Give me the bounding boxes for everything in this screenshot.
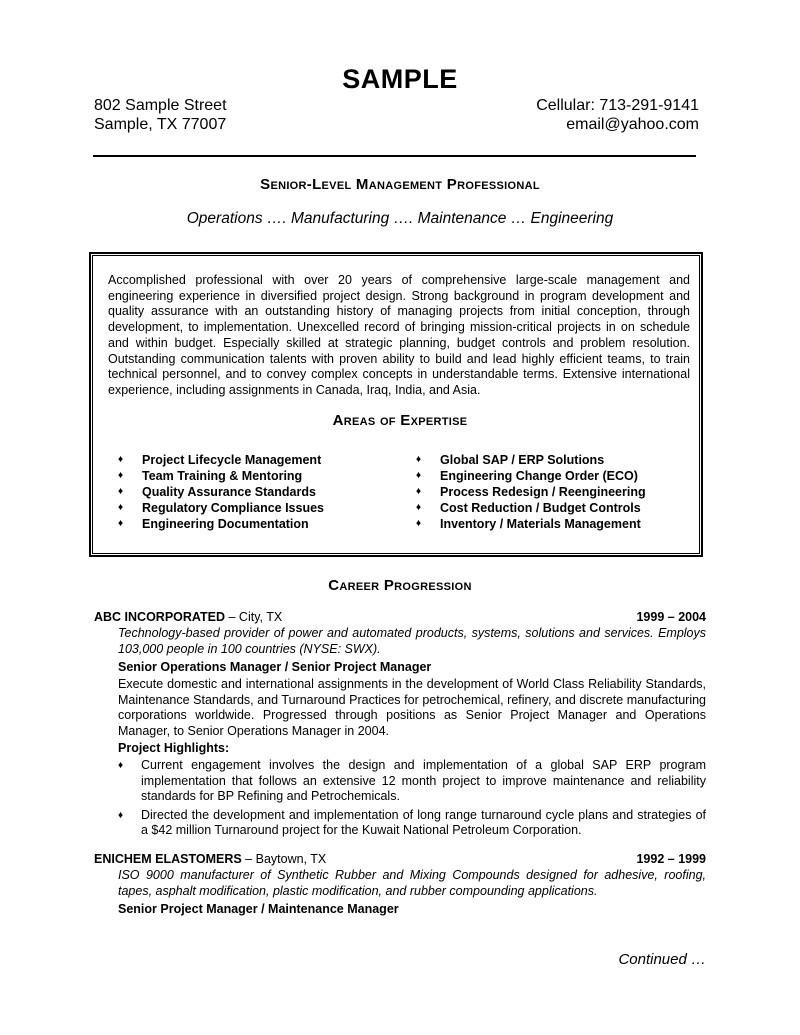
company-description: ISO 9000 manufacturer of Synthetic Rubber and Mixing Compounds designed for adhesive, roofing, tapes, asphalt modification, plastic modification, and rubber compounding applications. [118, 868, 706, 898]
expertise-item: ♦ Quality Assurance Standards [118, 485, 316, 499]
job-header [94, 610, 706, 626]
job-title: Senior Operations Manager / Senior Project Manager [118, 660, 432, 674]
expertise-heading: Areas of Expertise [332, 412, 468, 429]
expertise-item: ♦ Engineering Documentation [118, 517, 309, 531]
company-name: ENICHEM ELASTOMERS [94, 852, 242, 866]
headline: Senior-Level Management Professional [260, 176, 540, 193]
job-title: Senior Project Manager / Maintenance Manager [118, 902, 399, 916]
header-divider [93, 155, 696, 157]
expertise-list-right [416, 452, 646, 532]
job-dates: 1992 – 1999 [636, 852, 706, 866]
diamond-bullet-icon: ♦ [118, 486, 124, 497]
diamond-bullet-icon: ♦ [416, 454, 422, 465]
profile-summary: Accomplished professional with over 20 years of comprehensive large-scale management and engineering experience in diversified project design. Strong background in program development and quality assurance with an outstanding history of managing projects from initial conception, through development, to implementation. Unexcelled record of bringing mission-critical projects in on schedule and within budget. Especially skilled at strategic planning, budget controls and problem resolution. Outstanding communication talents with proven ability to build and lead highly efficient teams, to train technical personnel, and to convey complex concepts in understandable terms. Extensive international experience, including assignments in Canada, Iraq, India, and Asia. [108, 273, 690, 397]
specialties-line: Operations …. Manufacturing …. Maintenance … Engineering [186, 210, 614, 227]
expertise-item: ♦ Regulatory Compliance Issues [118, 501, 325, 515]
expertise-item: ♦ Inventory / Materials Management [416, 517, 641, 531]
candidate-name: SAMPLE [342, 64, 458, 94]
highlight-item: ♦ Directed the development and implementation of long range turnaround cycle plans and strategies of a $42 million Turnaround project for the Kuwait National Petroleum Corporation. [118, 807, 706, 837]
highlights-list [118, 758, 706, 842]
diamond-bullet-icon: ♦ [118, 470, 124, 481]
expertise-item: ♦ Project Lifecycle Management [118, 453, 322, 467]
address-block [94, 96, 227, 134]
diamond-bullet-icon: ♦ [416, 486, 422, 497]
job-header [94, 852, 706, 868]
contact-block [536, 96, 699, 134]
diamond-bullet-icon: ♦ [118, 454, 124, 465]
highlight-item: ♦ Current engagement involves the design and implementation of a global SAP ERP program implementation that follows an extensive 12 month project to improve maintenance and reliability standards for BP Refining and Petrochemicals. [118, 758, 706, 803]
diamond-bullet-icon: ♦ [416, 518, 422, 529]
city-state-zip: Sample, TX 77007 [94, 116, 227, 133]
diamond-bullet-icon: ♦ [118, 502, 124, 513]
company-location: – City, TX [225, 610, 283, 624]
job-dates: 1999 – 2004 [636, 610, 706, 624]
expertise-item: ♦ Process Redesign / Reengineering [416, 485, 646, 499]
phone-number: Cellular: 713-291-9141 [536, 97, 699, 114]
career-heading: Career Progression [328, 577, 472, 594]
expertise-item: ♦ Global SAP / ERP Solutions [416, 453, 605, 467]
expertise-list-left [118, 452, 324, 532]
company-location: – Baytown, TX [241, 852, 327, 866]
diamond-bullet-icon: ♦ [118, 809, 124, 821]
highlights-label: Project Highlights: [118, 741, 230, 755]
diamond-bullet-icon: ♦ [416, 470, 422, 481]
job-summary: Execute domestic and international assignments in the development of World Class Reliability Standards, Maintenance Standards, and Turnaround Practices for petrochemical, refinery, and discrete manufacturing corporations worldwide. Progressed through positions as Senior Project Manager and Operations Manager, to Senior Operations Manager in 2004. [118, 677, 706, 738]
street-address: 802 Sample Street [94, 97, 227, 114]
company-description: Technology-based provider of power and automated products, systems, solutions and services. Employs 103,000 people in 100 countries (NYSE: SWX). [118, 626, 706, 656]
expertise-item: ♦ Engineering Change Order (ECO) [416, 469, 638, 483]
expertise-item: ♦ Cost Reduction / Budget Controls [416, 501, 641, 515]
diamond-bullet-icon: ♦ [118, 518, 124, 529]
diamond-bullet-icon: ♦ [416, 502, 422, 513]
expertise-item: ♦ Team Training & Mentoring [118, 469, 303, 483]
email-address: email@yahoo.com [566, 116, 699, 133]
continued-note: Continued … [618, 951, 706, 968]
company-name: ABC INCORPORATED [94, 610, 226, 624]
diamond-bullet-icon: ♦ [118, 760, 124, 771]
